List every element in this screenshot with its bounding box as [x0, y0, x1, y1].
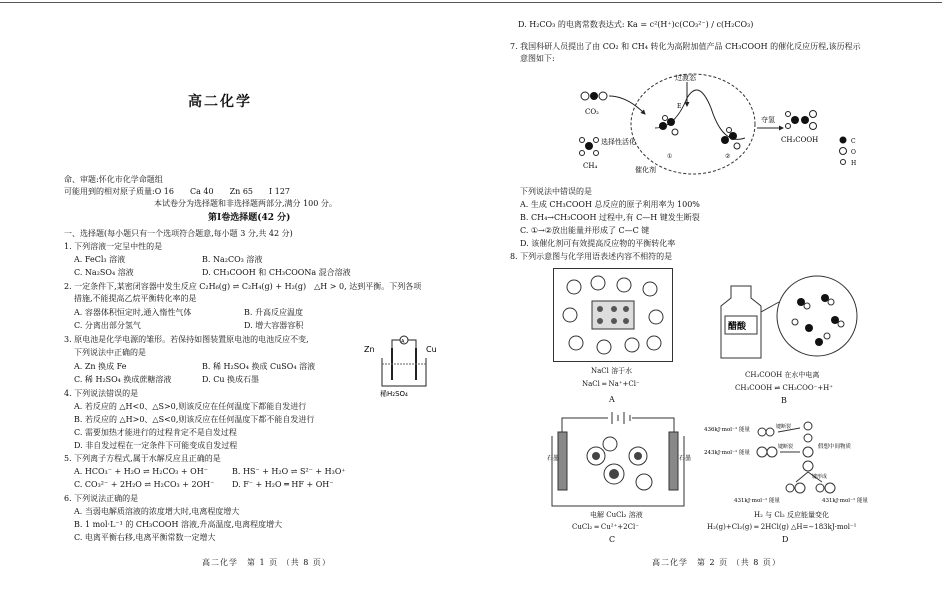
acetic-acid-molecule [786, 111, 817, 130]
intermediate-cluster [659, 116, 740, 150]
q3-option-c: C. 稀 H₂SO₄ 换成蔗糖溶液 [74, 375, 172, 384]
top-border [0, 2, 942, 3]
co2-molecule [581, 92, 607, 100]
page-footer-2: 高二化学 第 2 页 （共 8 页） [652, 558, 781, 567]
section-heading: 第Ⅰ卷选择题(42 分) [208, 213, 291, 223]
q7-option-a: A. 生成 CH₃COOH 总反应的原子利用率为 100% [520, 200, 700, 209]
energy-431-left-label: 431kJ·mol⁻¹ 能量 [734, 498, 780, 504]
legend-h: H [851, 160, 857, 167]
hydrogen-abstraction-label: 夺氢 [761, 116, 775, 124]
q8-stem: 8. 下列示意图与化学用语表述内容不相符的是 [510, 252, 673, 261]
q4-stem: 4. 下列说法错误的是 [64, 389, 139, 398]
galvanic-cell-figure [364, 336, 444, 398]
q1-option-c: C. Na₂SO₄ 溶液 [74, 268, 134, 277]
q2-option-d: D. 增大容器容积 [244, 321, 304, 330]
step1-label: ① [667, 153, 673, 160]
acid-label: 稀H₂SO₄ [380, 390, 408, 398]
q4-option-d: D. 非自发过程在一定条件下可能变成自发过程 [74, 441, 238, 450]
right-electrode-label: 石墨 [679, 455, 692, 462]
q6-option-b: B. 1 mol·L⁻¹ 的 CH₃COOH 溶液,升高温度,电离程度增大 [74, 520, 283, 529]
figure-a-label: A [609, 395, 615, 404]
figure-b-label: B [781, 396, 787, 405]
q6-option-c: C. 电离平衡右移,电离平衡常数一定增大 [74, 533, 216, 542]
q4-option-a: A. 若反应的 △H<0、△S>0,则该反应在任何温度下都能自发进行 [74, 402, 307, 411]
selective-activation-label: 选择性活化 [601, 138, 636, 146]
q4-option-b: B. 若反应的 △H>0、△S<0,则该反应在任何温度下都不能自发进行 [74, 415, 315, 424]
catalyst-label: 催化剂 [635, 166, 656, 174]
q6-option-d: D. H₂CO₃ 的电离常数表达式: Ka = c²(H⁺)c(CO₃²⁻) / c(H₂CO₃) [518, 20, 754, 29]
q2-option-b: B. 升高反应温度 [244, 308, 303, 317]
q2-stem: 2. 一定条件下,某密闭容器中发生反应 C₂H₆(g) ⇌ C₂H₄(g) + H₂(g) △H > 0, 达到平衡。下列各项 [64, 282, 422, 291]
intermediate-label: 假想中间物质 [818, 444, 852, 450]
q6-option-a: A. 当弱电解质溶液的浓度增大时,电离程度增大 [74, 507, 240, 516]
figure-a-caption: NaCl 溶于水 [591, 367, 633, 375]
left-electrode-label: 石墨 [547, 455, 560, 462]
energy-431-right-label: 431kJ·mol⁻¹ 能量 [822, 498, 868, 504]
q3-stem-cont: 下列说法中正确的是 [74, 348, 146, 357]
q7-option-b: B. CH₄→CH₃COOH 过程中,有 C—H 键发生断裂 [520, 213, 700, 222]
figure-a-nacl-box [553, 268, 673, 362]
electrolysis-figure [547, 412, 692, 508]
legend-c: C [851, 138, 856, 145]
ch4-label: CH₄ [583, 162, 598, 170]
zn-label: Zn [364, 345, 375, 354]
ammeter-label: A [401, 339, 405, 345]
ch4-molecule [580, 138, 599, 156]
exam-title: 高二化学 [188, 94, 252, 110]
transition-state-label: 过渡态 [675, 74, 696, 82]
figure-b-caption: CH₃COOH 在水中电离 [745, 371, 820, 379]
bond-break-2-label: 键断裂 [778, 444, 794, 450]
q5-option-c: C. CO₃²⁻ + 2H₂O ⇌ H₂CO₃ + 2OH⁻ [74, 480, 215, 489]
page-footer-1: 高二化学 第 1 页 （共 8 页） [202, 558, 331, 567]
q5-option-b: B. HS⁻ + H₂O ⇌ S²⁻ + H₃O⁺ [232, 467, 346, 476]
section-intro: 一、选择题(每小题只有一个选项符合题意,每小题 3 分,共 42 分) [64, 229, 293, 238]
bottle-label: 醋酸 [728, 322, 747, 332]
figure-d-equation: H₂(g)+Cl₂(g) ═ 2HCl(g) △H=−183kJ·mol⁻¹ [707, 523, 857, 531]
cu-label: Cu [426, 345, 437, 354]
reaction-pathway-figure [575, 68, 865, 180]
figure-b-equation: CH₃COOH ⇌ CH₃COO⁻+H⁺ [735, 384, 833, 392]
q3-option-b: B. 稀 H₂SO₄ 换成 CuSO₄ 溶液 [202, 362, 316, 371]
figure-d-caption: H₂ 与 Cl₂ 反应能量变化 [754, 511, 829, 519]
q6-stem: 6. 下列说法正确的是 [64, 494, 139, 503]
figure-c-equation: CuCl₂ ═ Cu²⁺+2Cl⁻ [572, 523, 639, 531]
energy-change-figure [704, 418, 868, 504]
figure-c-caption: 电解 CuCl₂ 溶液 [590, 511, 643, 519]
q2-option-c: C. 分离出部分氢气 [74, 321, 141, 330]
acetic-acid-figure [715, 272, 865, 364]
q3-option-d: D. Cu 换成石墨 [202, 375, 260, 384]
co2-label: CO₂ [585, 108, 599, 116]
energy-436-label: 436kJ·mol⁻¹ 能量 [704, 427, 750, 433]
legend-o: O [851, 149, 856, 156]
figure-d-label: D [782, 535, 789, 544]
q1-option-a: A. FeCl₃ 溶液 [74, 255, 126, 264]
step2-label: ② [725, 153, 731, 160]
q3-stem: 3. 原电池是化学电源的雏形。若保持如图装置原电池的电池反应不变, [64, 335, 309, 344]
q5-option-a: A. HCO₃⁻ + H₂O ⇌ H₂CO₃ + OH⁻ [74, 467, 208, 476]
q1-stem: 1. 下列溶液一定呈中性的是 [64, 242, 163, 251]
atomic-mass-info: 可能用到的相对原子质量:O 16 Ca 40 Zn 65 I 127 [64, 187, 290, 196]
q2-option-a: A. 容器体积恒定时,通入惰性气体 [74, 308, 192, 317]
bond-break-1-label: 键断裂 [776, 424, 792, 430]
bond-form-label: 键形成 [812, 474, 828, 480]
author-info: 命、审题:怀化市化学命题组 [64, 175, 163, 184]
figure-a-equation: NaCl ═ Na⁺+Cl⁻ [582, 380, 640, 388]
q7-option-c: C. ①→②放出能量并形成了 C—C 键 [520, 226, 650, 235]
q5-option-d: D. F⁻ + H₂O ═ HF + OH⁻ [232, 480, 334, 489]
q3-option-a: A. Zn 换成 Fe [74, 362, 127, 371]
q7-stem-cont: 意图如下: [520, 54, 555, 63]
q7-ask: 下列说法中错误的是 [520, 187, 592, 196]
q7-option-d: D. 该催化剂可有效提高反应物的平衡转化率 [520, 239, 676, 248]
product-label: CH₃COOH [781, 136, 819, 144]
q2-stem-cont: 措施,不能提高乙烷平衡转化率的是 [74, 294, 197, 303]
q1-option-d: D. CH₃COOH 和 CH₃COONa 混合溶液 [202, 268, 351, 277]
q4-option-c: C. 需要加热才能进行的过程肯定不是自发过程 [74, 428, 237, 437]
figure-c-label: C [609, 535, 616, 544]
energy-243-label: 243kJ·mol⁻¹ 能量 [704, 450, 750, 456]
q7-stem: 7. 我国科研人员提出了由 CO₂ 和 CH₄ 转化为高附加值产品 CH₃COOH 的催化反应历程,该历程示 [510, 42, 861, 51]
energy-label: E [677, 103, 682, 110]
nacl-dissolution-figure [554, 269, 672, 361]
score-info: 本试卷分为选择题和非选择题两部分,满分 100 分。 [154, 199, 337, 208]
q1-option-b: B. Na₂CO₃ 溶液 [202, 255, 263, 264]
legend [840, 137, 857, 168]
q5-stem: 5. 下列离子方程式,属于水解反应且正确的是 [64, 454, 221, 463]
